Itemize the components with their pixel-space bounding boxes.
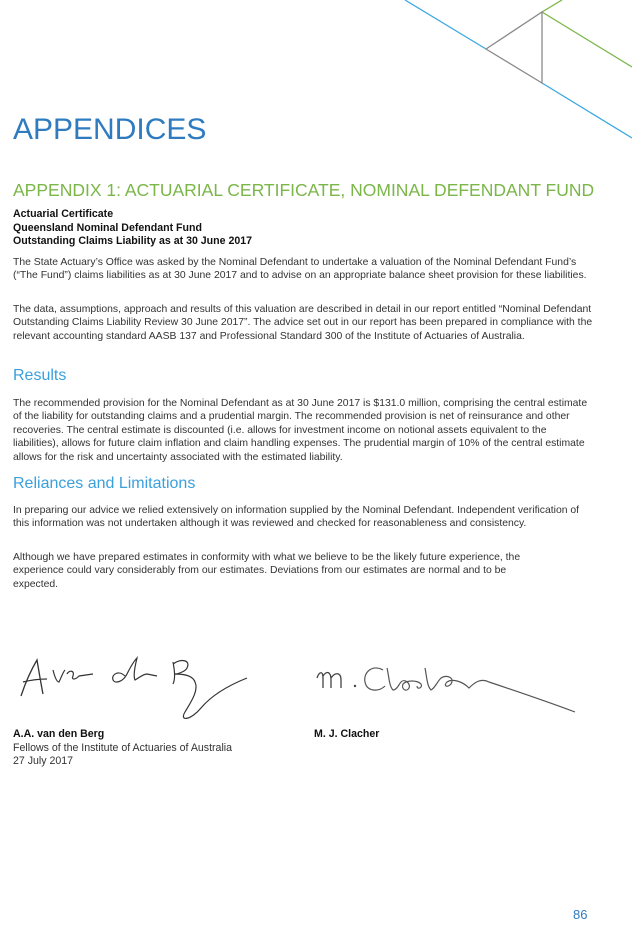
signatory-van-den-berg [13, 728, 232, 769]
certificate-title: Actuarial Certificate [13, 208, 114, 220]
signature-van-den-berg [15, 652, 255, 724]
certificate-header [13, 208, 252, 249]
reliances-paragraph: In preparing our advice we relied extensively on information supplied by the Nominal Defendant. Independent verification of this information was not undertaken although it was reviewed and checked for reasonableness and consistency. [13, 505, 580, 530]
certificate-subject: Outstanding Claims Liability as at 30 June 2017 [13, 235, 253, 248]
signatory-date: 27 July 2017 [13, 755, 74, 768]
certificate-fund: Queensland Nominal Defendant Fund [13, 221, 202, 234]
intro-paragraph: The data, assumptions, approach and results of this valuation are described in detail in our report entitled “Nominal Defendant Outstanding Claims Liability Review 30 June 2017”. The advice set out in our report has been prepared in compliance with the relevant accounting standard AASB 137 and Professional Standard 300 of the Institute of Actuaries of Australia. [13, 304, 593, 342]
intro-paragraph: The State Actuary’s Office was asked by the Nominal Defendant to undertake a valuation of the Nominal Defendant Fund’s (“The Fund”) claims liabilities as at 30 June 2017 and to advise on an appropriate balance sheet provision for these liabilities. [13, 257, 587, 282]
signature-clacher [313, 660, 583, 720]
gray-triangle [486, 12, 542, 83]
results-heading: Results [13, 367, 67, 384]
blue-line-upper [405, 0, 486, 49]
signatory-name: M. J. Clacher [314, 728, 380, 740]
green-line-upper [542, 0, 562, 12]
reliances-heading: Reliances and Limitations [13, 475, 196, 492]
signatory-name: A.A. van den Berg [13, 728, 105, 740]
appendix-heading: APPENDIX 1: ACTUARIAL CERTIFICATE, NOMINAL DEFENDANT FUND [13, 180, 595, 200]
page-title: APPENDICES [13, 113, 207, 146]
results-paragraph: The recommended provision for the Nominal Defendant as at 30 June 2017 is $131.0 million, comprising the central estimate of the liability for outstanding claims and a prudential margin. The recommended provision is net of reinsurance and other recoveries. The central estimate is discounted (i.e. allows for investment income on notional assets equivalent to the liabilities), allows for future claim inflation and claim handling expenses. The prudential margin of 10% of the central estimate allows for the risk and uncertainty associated with the estimated liability. [13, 398, 588, 463]
reliances-paragraph: Although we have prepared estimates in conformity with what we believe to be the likely future experience, the experience could vary considerably from our estimates. Deviations from our estimates are normal and to be expected. [13, 552, 521, 590]
green-line-lower [542, 12, 632, 67]
page-number: 86 [573, 907, 588, 922]
signatory-role: Fellows of the Institute of Actuaries of Australia [13, 741, 233, 754]
signatory-clacher [314, 728, 379, 742]
blue-line-lower [542, 83, 632, 138]
